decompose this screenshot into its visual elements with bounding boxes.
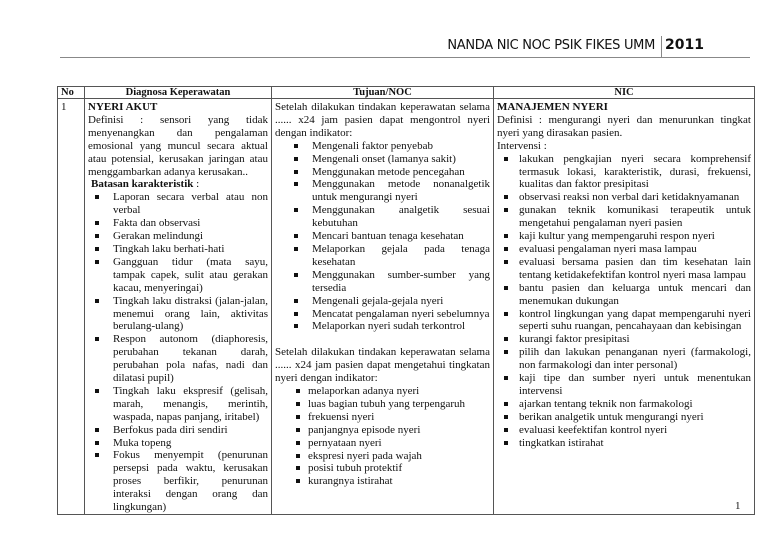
noc-intro-2: Setelah dilakukan tindakan keperawatan selama ...... x24 jam pasien dapat mengetahui tingkatan nyeri dengan indikator:	[275, 346, 490, 385]
list-item: kaji kultur yang mempengaruhi respon nyeri	[497, 230, 751, 243]
list-item: Melaporkan gejala pada tenaga kesehatan	[275, 243, 490, 269]
list-item: Laporan secara verbal atau non verbal	[88, 191, 268, 217]
noc-cell	[272, 99, 494, 515]
col-diagnosa: Diagnosa Keperawatan	[85, 87, 272, 99]
list-item: Muka topeng	[88, 437, 268, 450]
intervensi-label: Intervensi :	[497, 139, 547, 152]
list-item: kaji tipe dan sumber nyeri untuk menentukan intervensi	[497, 372, 751, 398]
list-item: Tingkah laku berhati-hati	[88, 243, 268, 256]
col-noc: Tujuan/NOC	[272, 87, 494, 99]
list-item: tingkatkan istirahat	[497, 437, 751, 450]
nic-title: MANAJEMEN NYERI	[497, 101, 608, 113]
list-item: Menggunakan metode nonanalgetik untuk mengurangi nyeri	[275, 178, 490, 204]
list-item: pernyataan nyeri	[275, 437, 490, 450]
list-item: evaluasi keefektifan kontrol nyeri	[497, 424, 751, 437]
list-item: evaluasi bersama pasien dan tim kesehatan lain tentang ketidakefektifan kontrol nyeri masa lampau	[497, 256, 751, 282]
list-item: panjangnya episode nyeri	[275, 424, 490, 437]
page-header	[60, 36, 750, 58]
list-item: kurangnya istirahat	[275, 475, 490, 488]
list-item: Berfokus pada diri sendiri	[88, 424, 268, 437]
nic-cell	[494, 99, 755, 515]
list-item: Fakta dan observasi	[88, 217, 268, 230]
list-item: Menggunakan sumber-sumber yang tersedia	[275, 269, 490, 295]
list-item: Respon autonom (diaphoresis, perubahan tekanan darah, perubahan pola nafas, nadi dan dilatasi pupil)	[88, 333, 268, 385]
list-item: lakukan pengkajian nyeri secara komprehensif termasuk lokasi, karakteristik, durasi, frekuensi, kualitas dan faktor presipitasi	[497, 153, 751, 192]
diagnosa-definition: Definisi : sensori yang tidak menyenangkan dan pengalaman emosional yang muncul secara aktual atau potensial, kerusakan jaringan atau menggambarkan adanya kerusakan..	[88, 113, 268, 178]
intervensi-list	[497, 153, 751, 450]
header-divider	[661, 36, 662, 57]
list-item: posisi tubuh protektif	[275, 462, 490, 475]
list-item: Menggunakan metode pencegahan	[275, 166, 490, 179]
header-year: 2011	[665, 37, 704, 53]
list-item: Gerakan melindungi	[88, 230, 268, 243]
diagnosa-cell	[85, 99, 272, 515]
list-item: Fokus menyempit (penurunan persepsi pada waktu, kerusakan proses berfikir, penurunan interaksi dengan orang dan lingkungan)	[88, 449, 268, 514]
table-header-row	[58, 87, 755, 99]
list-item: bantu pasien dan keluarga untuk mencari dan menemukan dukungan	[497, 282, 751, 308]
list-item: ekspresi nyeri pada wajah	[275, 450, 490, 463]
batasan-list	[88, 191, 268, 514]
col-no: No	[58, 87, 85, 99]
batasan-heading: Batasan karakteristik :	[91, 178, 200, 191]
list-item: kurangi faktor presipitasi	[497, 333, 751, 346]
list-item: Melaporkan nyeri sudah terkontrol	[275, 320, 490, 333]
list-item: Mengenali gejala-gejala nyeri	[275, 295, 490, 308]
list-item: Tingkah laku distraksi (jalan-jalan, menemui orang lain, aktivitas berulang-ulang)	[88, 295, 268, 334]
list-item: berikan analgetik untuk mengurangi nyeri	[497, 411, 751, 424]
list-item: luas bagian tubuh yang terpengaruh	[275, 398, 490, 411]
list-item: Menggunakan analgetik sesuai kebutuhan	[275, 204, 490, 230]
list-item: ajarkan tentang teknik non farmakologi	[497, 398, 751, 411]
diagnosa-title: NYERI AKUT	[88, 101, 158, 113]
table-row	[58, 99, 755, 515]
care-plan-table	[57, 86, 755, 515]
list-item: evaluasi pengalaman nyeri masa lampau	[497, 243, 751, 256]
row-number: 1	[58, 99, 85, 515]
col-nic: NIC	[494, 87, 755, 99]
noc-intro-1: Setelah dilakukan tindakan keperawatan selama ...... x24 jam pasien dapat mengontrol nyeri dengan indikator:	[275, 101, 490, 139]
nic-definition: Definisi : mengurangi nyeri dan menurunkan tingkat nyeri yang dirasakan pasien.	[497, 113, 751, 139]
list-item: Tingkah laku ekspresif (gelisah, marah, menangis, merintih, waspada, napas panjang, iritabel)	[88, 385, 268, 424]
header-title: NANDA NIC NOC PSIK FIKES UMM	[447, 38, 655, 53]
list-item: melaporkan adanya nyeri	[275, 385, 490, 398]
list-item: Gangguan tidur (mata sayu, tampak capek, sulit atau gerakan kacau, menyeringai)	[88, 256, 268, 295]
list-item: gunakan teknik komunikasi terapeutik untuk mengetahui pengalaman nyeri pasien	[497, 204, 751, 230]
list-item: pilih dan lakukan penanganan nyeri (farmakologi, non farmakologi dan inter personal)	[497, 346, 751, 372]
list-item: Mengenali onset (lamanya sakit)	[275, 153, 490, 166]
noc-indicator-list-1	[275, 140, 490, 334]
list-item: frekuensi nyeri	[275, 411, 490, 424]
list-item: kontrol lingkungan yang dapat mempengaruhi nyeri seperti suhu ruangan, pencahayaan dan kebisingan	[497, 308, 751, 334]
noc-indicator-list-2	[275, 385, 490, 488]
list-item: Mencatat pengalaman nyeri sebelumnya	[275, 308, 490, 321]
list-item: observasi reaksi non verbal dari ketidaknyamanan	[497, 191, 751, 204]
list-item: Mencari bantuan tenaga kesehatan	[275, 230, 490, 243]
page-number: 1	[735, 500, 741, 512]
list-item: Mengenali faktor penyebab	[275, 140, 490, 153]
